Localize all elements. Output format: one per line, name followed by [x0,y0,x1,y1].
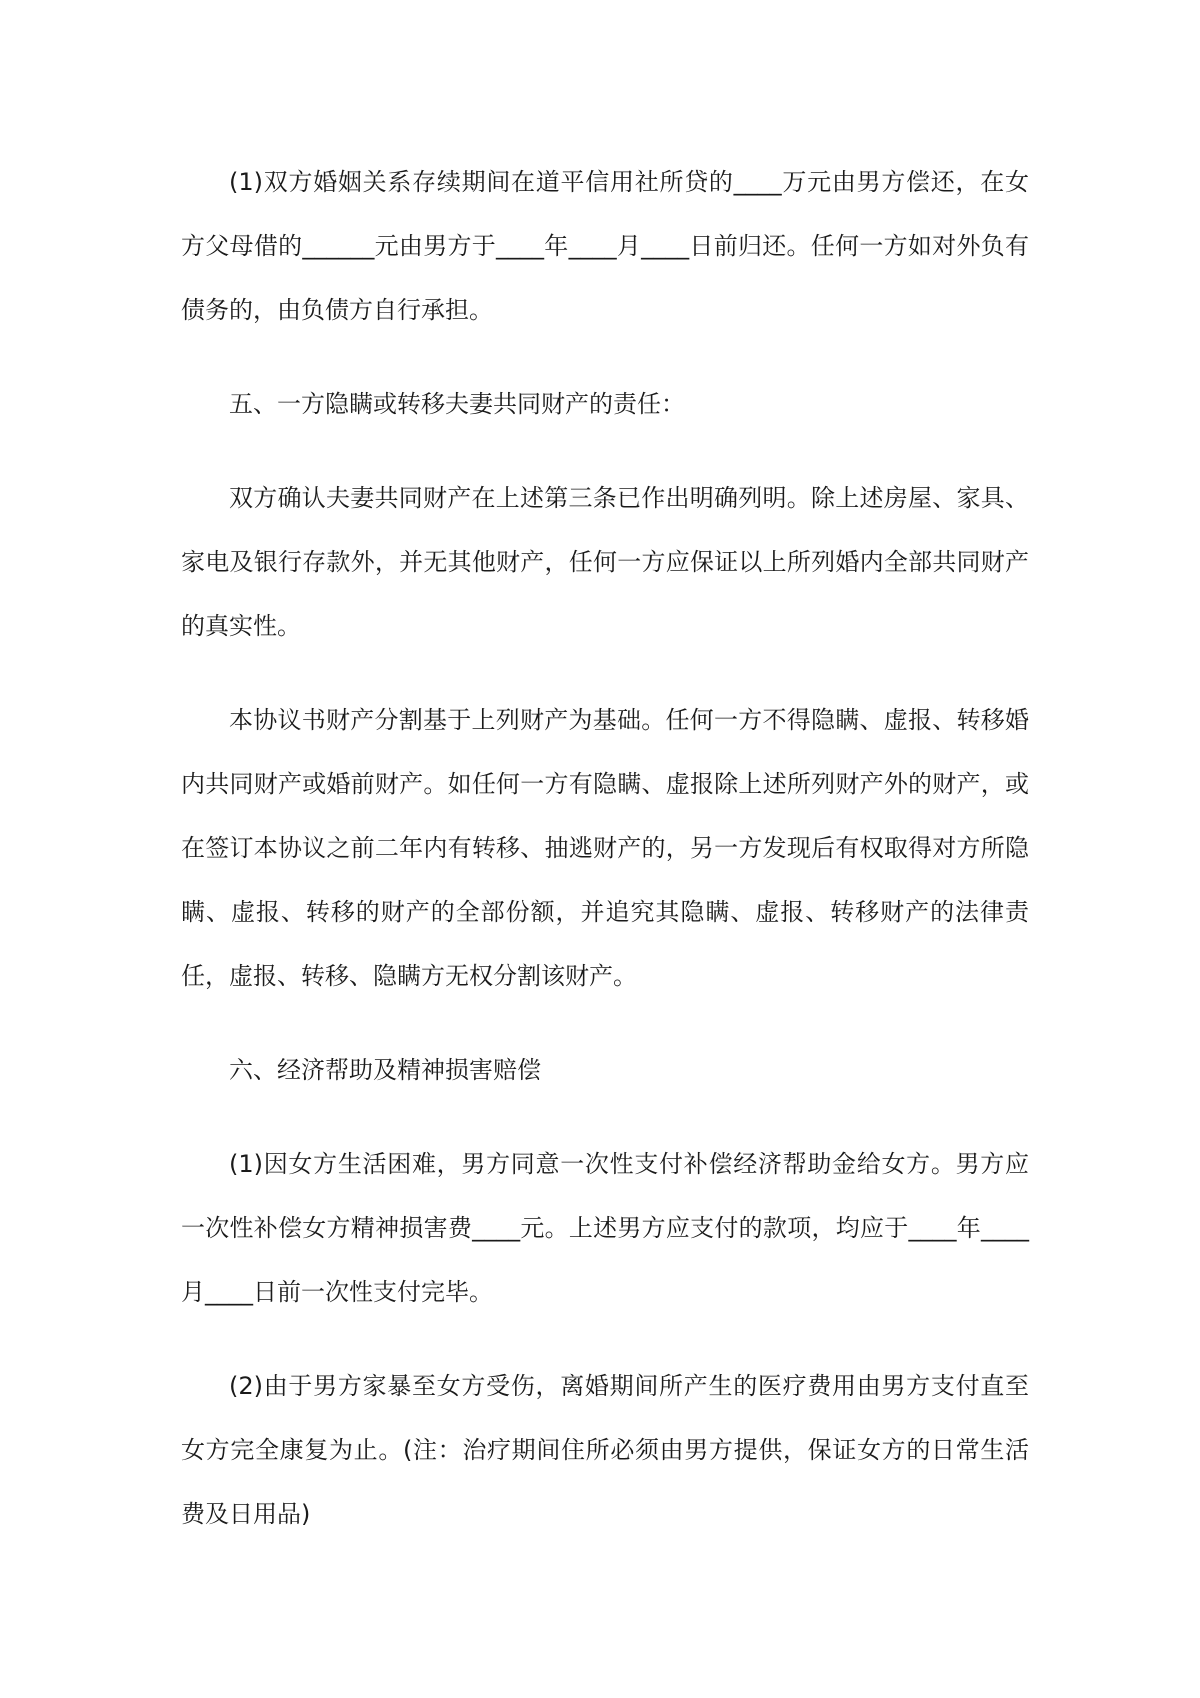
section-heading-five: 五、一方隐瞒或转移夫妻共同财产的责任： [229,390,685,418]
paragraph-economic-aid: (1)因女方生活困难，男方同意一次性支付补偿经济帮助金给女方。男方应一次性补偿女方精神损害费____元。上述男方应支付的款项，均应于____年____月____日前一次性支付完毕。 [181,1150,1029,1306]
document-page [181,150,1029,1576]
section-heading-six: 六、经济帮助及精神损害赔偿 [229,1056,541,1084]
paragraph-property-division: 本协议书财产分割基于上列财产为基础。任何一方不得隐瞒、虚报、转移婚内共同财产或婚前财产。如任何一方有隐瞒、虚报除上述所列财产外的财产，或在签订本协议之前二年内有转移、抽逃财产的，另一方发现后有权取得对方所隐瞒、虚报、转移的财产的全部份额，并追究其隐瞒、虚报、转移财产的法律责任，虚报、转移、隐瞒方无权分割该财产。 [181,706,1029,990]
paragraph-property-confirmation: 双方确认夫妻共同财产在上述第三条已作出明确列明。除上述房屋、家具、家电及银行存款外，并无其他财产，任何一方应保证以上所列婚内全部共同财产的真实性。 [181,484,1029,640]
paragraph-medical-expenses: (2)由于男方家暴至女方受伤，离婚期间所产生的医疗费用由男方支付直至女方完全康复为止。(注：治疗期间住所必须由男方提供，保证女方的日常生活费及日用品) [181,1372,1029,1528]
paragraph-debt-repayment: (1)双方婚姻关系存续期间在道平信用社所贷的____万元由男方偿还，在女方父母借的______元由男方于____年____月____日前归还。任何一方如对外负有债务的，由负债方自行承担。 [181,168,1029,324]
